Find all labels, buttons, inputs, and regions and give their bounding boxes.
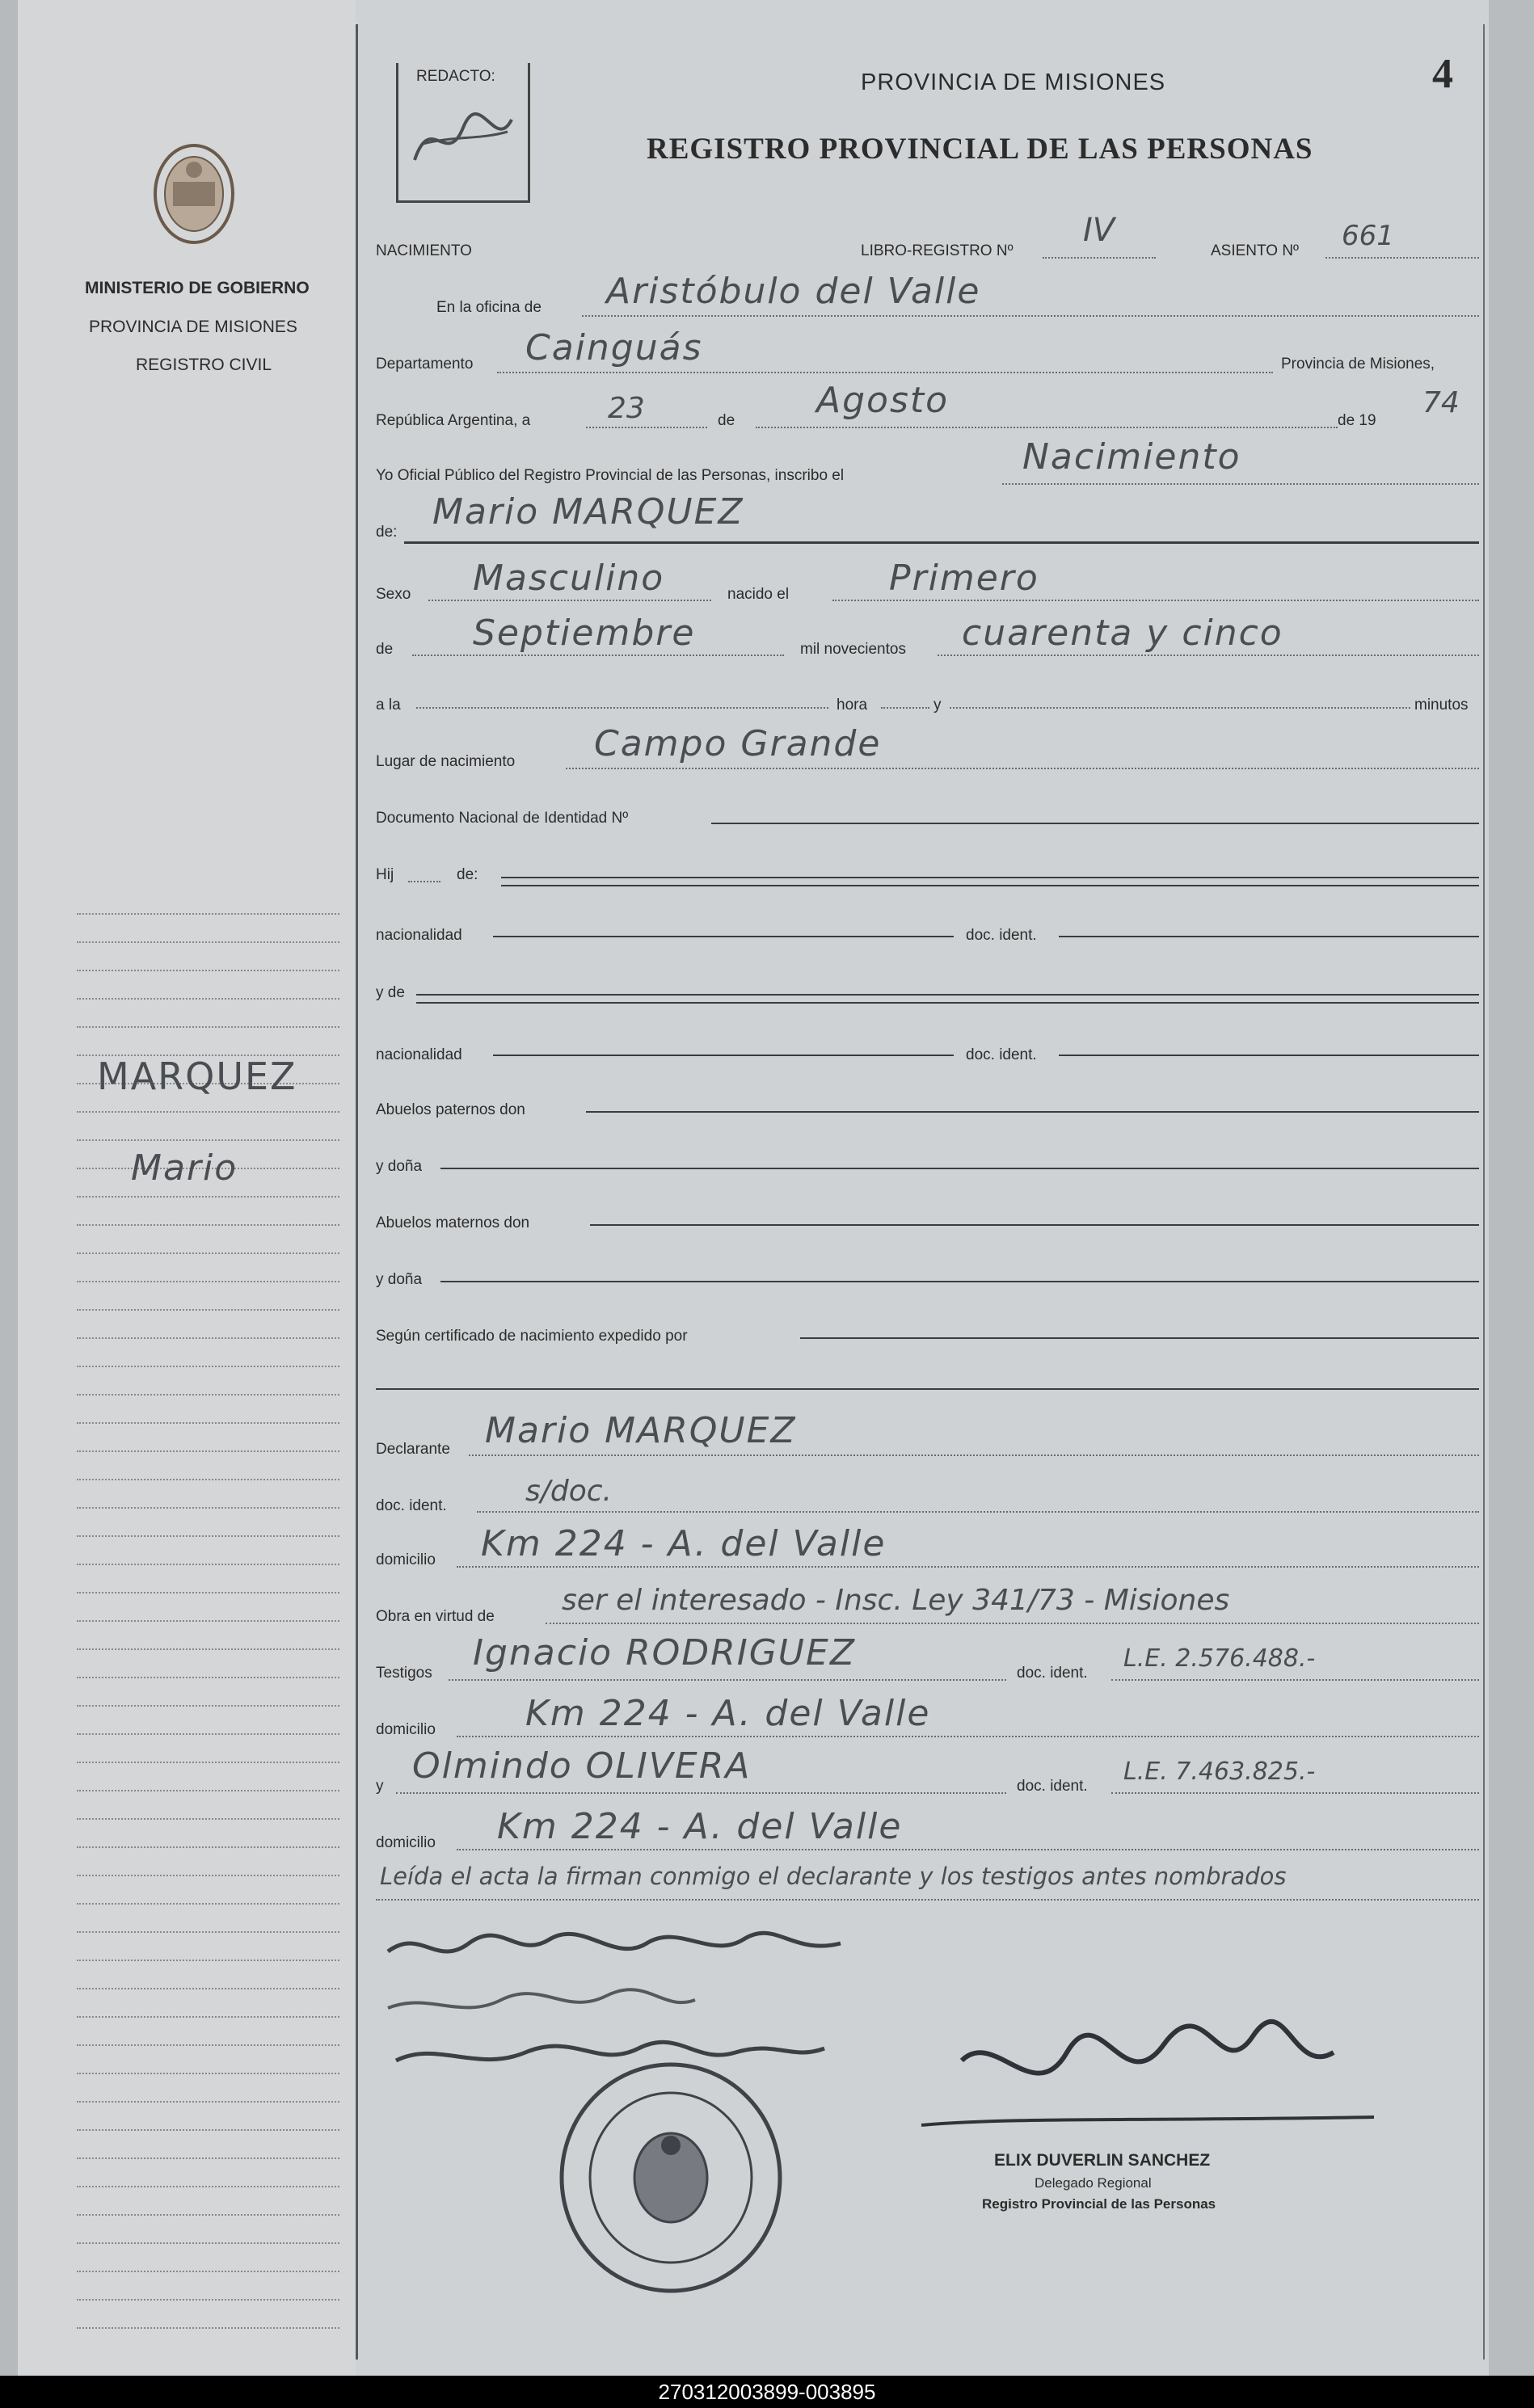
declarant-value: Mario MARQUEZ xyxy=(485,1410,797,1451)
witness1-fill xyxy=(449,1679,1006,1681)
child-de-label: de: xyxy=(457,866,478,883)
birthplace-value: Campo Grande xyxy=(594,723,882,764)
margin-dotted-line xyxy=(77,1535,339,1537)
margin-dotted-line xyxy=(77,2101,339,2103)
birthplace-label: Lugar de nacimiento xyxy=(376,753,516,770)
office-label: En la oficina de xyxy=(436,299,542,316)
dona-line xyxy=(440,1168,1479,1169)
hour-fill-2 xyxy=(881,707,929,709)
margin-dotted-line xyxy=(77,1366,339,1367)
year-value: 74 xyxy=(1422,386,1460,419)
margin-dotted-line xyxy=(77,1111,339,1113)
nationality2-label: nacionalidad xyxy=(376,1046,462,1063)
born-de-label: de xyxy=(376,641,394,658)
declarant-doc-fill xyxy=(477,1511,1479,1513)
witness1-value: Ignacio RODRIGUEZ xyxy=(473,1632,856,1673)
witness1-address-value: Km 224 - A. del Valle xyxy=(525,1693,931,1734)
day-value: 23 xyxy=(608,392,645,425)
margin-dotted-line xyxy=(77,970,339,971)
margin-dotted-line xyxy=(77,1960,339,1961)
witness2-doc-fill xyxy=(1111,1792,1479,1794)
month-fill xyxy=(756,427,1338,428)
margin-dotted-line xyxy=(77,1479,339,1480)
margin-dotted-line xyxy=(77,1733,339,1735)
hour-fill xyxy=(416,707,828,709)
witness2-doc-label: doc. ident. xyxy=(1017,1778,1088,1795)
closing-fill xyxy=(376,1899,1479,1901)
redacto-signature-icon xyxy=(407,95,520,176)
and-de-line-2 xyxy=(416,1002,1479,1004)
margin-dotted-line xyxy=(77,1564,339,1565)
margin-dotted-line xyxy=(77,998,339,1000)
record-type-label: NACIMIENTO xyxy=(376,242,472,259)
day-fill xyxy=(586,427,707,428)
nationality-label: nacionalidad xyxy=(376,927,462,944)
department-value: Cainguás xyxy=(525,327,703,368)
witness1-address-fill xyxy=(457,1736,1479,1737)
book-value: IV xyxy=(1083,212,1115,249)
margin-dotted-line xyxy=(77,1224,339,1226)
margin-dotted-line xyxy=(77,941,339,943)
thousand-label: mil novecientos xyxy=(800,641,906,658)
margin-dotted-line xyxy=(77,1507,339,1509)
margin-dotted-line xyxy=(77,1026,339,1028)
margin-dotted-line xyxy=(77,2327,339,2329)
and-dona-label: y doña xyxy=(376,1158,423,1175)
official-title: Delegado Regional xyxy=(1035,2175,1152,2191)
born-day-fill xyxy=(832,600,1479,601)
witness1-doc-fill xyxy=(1111,1679,1479,1681)
doc-ident-label: doc. ident. xyxy=(966,927,1037,944)
margin-dotted-line xyxy=(77,1592,339,1593)
certificate-line xyxy=(800,1337,1479,1339)
margin-dotted-line xyxy=(77,1196,339,1198)
document-id-footer: 270312003899-003895 xyxy=(0,2376,1534,2408)
header-title: REGISTRO PROVINCIAL DE LAS PERSONAS xyxy=(647,133,1313,166)
margin-dotted-line xyxy=(77,1422,339,1424)
office-fill xyxy=(582,315,1479,317)
basis-value: ser el interesado - Insc. Ley 341/73 - Misiones xyxy=(562,1584,1230,1617)
minutes-fill xyxy=(950,707,1410,709)
born-year-value: cuarenta y cinco xyxy=(962,613,1283,654)
and-dona2-label: y doña xyxy=(376,1271,423,1288)
born-month-fill xyxy=(412,655,784,656)
margin-dotted-line xyxy=(77,1620,339,1622)
province-label: Provincia de Misiones, xyxy=(1281,356,1435,373)
official-office: Registro Provincial de las Personas xyxy=(982,2196,1216,2212)
witness1-doc-value: L.E. 2.576.488.- xyxy=(1123,1644,1316,1673)
margin-dotted-line xyxy=(77,1818,339,1820)
witness2-address-value: Km 224 - A. del Valle xyxy=(497,1806,903,1847)
born-month-value: Septiembre xyxy=(473,613,696,654)
official-label: Yo Oficial Público del Registro Provincial de las Personas, inscribo el xyxy=(376,467,845,484)
hour-label: hora xyxy=(837,697,868,714)
page-edge xyxy=(1489,0,1534,2376)
column-divider xyxy=(356,24,358,2360)
child-line-1 xyxy=(501,877,1479,878)
declarant-doc-value: s/doc. xyxy=(525,1475,612,1508)
margin-dotted-line xyxy=(77,2044,339,2046)
address-value: Km 224 - A. del Valle xyxy=(481,1523,887,1564)
official-signature-icon xyxy=(913,2012,1382,2158)
born-year-fill xyxy=(938,655,1479,656)
maternal-label: Abuelos maternos don xyxy=(376,1215,530,1231)
sex-value: Masculino xyxy=(473,558,665,599)
right-border xyxy=(1483,24,1485,2360)
witness2-fill xyxy=(396,1792,1006,1794)
margin-dotted-line xyxy=(77,1705,339,1707)
margin-dotted-line xyxy=(77,2271,339,2272)
born-label: nacido el xyxy=(727,586,790,603)
margin-dotted-line xyxy=(77,2214,339,2216)
person-line xyxy=(404,541,1479,544)
margin-dotted-line xyxy=(77,1139,339,1141)
sidebar-surname: MARQUEZ xyxy=(97,1055,297,1098)
margin-dotted-line xyxy=(77,2016,339,2018)
dona2-line xyxy=(440,1281,1479,1282)
witnesses-label: Testigos xyxy=(376,1665,432,1682)
and-label: y xyxy=(933,697,942,714)
entry-label: ASIENTO Nº xyxy=(1211,242,1299,259)
dni-label: Documento Nacional de Identidad Nº xyxy=(376,810,629,827)
header-province: PROVINCIA DE MISIONES xyxy=(861,69,1166,95)
witness2-doc-value: L.E. 7.463.825.- xyxy=(1123,1758,1316,1786)
nationality2-line xyxy=(493,1055,954,1056)
nationality-line xyxy=(493,936,954,937)
declarant-doc-label: doc. ident. xyxy=(376,1497,447,1514)
maternal-line xyxy=(590,1224,1479,1226)
margin-dotted-line xyxy=(77,2242,339,2244)
child-line-2 xyxy=(501,885,1479,886)
department-label: Departamento xyxy=(376,356,474,373)
paternal-line xyxy=(586,1111,1479,1113)
margin-dotted-line xyxy=(77,2186,339,2187)
declarant-fill xyxy=(469,1454,1479,1456)
witness2-value: Olmindo OLIVERA xyxy=(412,1745,752,1787)
child-label: Hij xyxy=(376,866,394,883)
margin-dotted-line xyxy=(77,1281,339,1282)
official-name: ELIX DUVERLIN SANCHEZ xyxy=(994,2151,1211,2170)
sidebar-province-label: PROVINCIA DE MISIONES xyxy=(89,318,297,336)
witness1-address-label: domicilio xyxy=(376,1721,436,1738)
margin-dotted-line xyxy=(77,1450,339,1452)
minutes-label: minutos xyxy=(1414,697,1469,714)
margin-dotted-line xyxy=(77,2073,339,2074)
margin-dotted-line xyxy=(77,913,339,915)
margin-dotted-line xyxy=(77,2129,339,2131)
event-fill xyxy=(1002,483,1479,485)
margin-dotted-line xyxy=(77,1394,339,1396)
certificate-label: Según certificado de nacimiento expedido por xyxy=(376,1328,688,1345)
redacto-box xyxy=(396,63,530,203)
person-value: Mario MARQUEZ xyxy=(432,491,744,533)
margin-dotted-line xyxy=(77,1903,339,1905)
margin-dotted-line xyxy=(77,1762,339,1763)
book-fill xyxy=(1043,257,1156,259)
page-number: 4 xyxy=(1432,51,1453,97)
margin-dotted-line xyxy=(77,1790,339,1791)
margin-dotted-line xyxy=(77,1875,339,1876)
address-fill xyxy=(457,1566,1479,1568)
binding-gutter xyxy=(0,0,18,2376)
republic-label: República Argentina, a xyxy=(376,412,531,429)
margin-dotted-line xyxy=(77,1337,339,1339)
margin-dotted-line xyxy=(77,1309,339,1311)
sex-label: Sexo xyxy=(376,586,411,603)
registry-label: REGISTRO CIVIL xyxy=(136,356,272,374)
office-value: Aristóbulo del Valle xyxy=(606,271,981,312)
margin-dotted-line xyxy=(77,1988,339,1989)
margin-dotted-line xyxy=(77,1252,339,1254)
coat-of-arms-icon xyxy=(145,137,242,250)
book-label: LIBRO-REGISTRO Nº xyxy=(861,242,1014,259)
margin-dotted-line xyxy=(77,1931,339,1933)
born-day-value: Primero xyxy=(889,558,1039,599)
date-de-label: de xyxy=(718,412,735,429)
certificate-line-2 xyxy=(376,1388,1479,1390)
and-de-label: y de xyxy=(376,984,405,1001)
margin-dotted-line xyxy=(77,1846,339,1848)
doc-ident2-label: doc. ident. xyxy=(966,1046,1037,1063)
margin-dotted-line xyxy=(77,2299,339,2301)
sidebar-given-name: Mario xyxy=(131,1147,238,1189)
child-fill xyxy=(408,881,440,882)
month-value: Agosto xyxy=(816,380,950,421)
paternal-label: Abuelos paternos don xyxy=(376,1101,525,1118)
margin-dotted-line xyxy=(77,1648,339,1650)
and-de-line-1 xyxy=(416,994,1479,996)
and2-label: y xyxy=(376,1778,384,1795)
at-label: a la xyxy=(376,697,401,714)
declarant-label: Declarante xyxy=(376,1441,450,1458)
person-de-label: de: xyxy=(376,524,398,541)
sex-fill xyxy=(428,600,711,601)
birthplace-fill xyxy=(566,768,1479,769)
year-label: de 19 xyxy=(1338,412,1376,429)
basis-label: Obra en virtud de xyxy=(376,1608,495,1625)
witness2-address-label: domicilio xyxy=(376,1834,436,1851)
doc-ident-line xyxy=(1059,936,1479,937)
dni-line xyxy=(711,823,1479,824)
witness1-doc-label: doc. ident. xyxy=(1017,1665,1088,1682)
closing-note: Leída el acta la firman conmigo el declarante y los testigos antes nombrados xyxy=(380,1863,1287,1890)
entry-value: 661 xyxy=(1342,220,1394,252)
margin-dotted-line xyxy=(77,1677,339,1678)
entry-fill xyxy=(1325,257,1479,259)
basis-fill xyxy=(546,1623,1479,1624)
official-seal-icon xyxy=(554,2056,788,2299)
witness2-address-fill xyxy=(457,1849,1479,1850)
address-label: domicilio xyxy=(376,1551,436,1568)
redacto-label: REDACTO: xyxy=(416,68,495,85)
department-fill xyxy=(497,372,1273,373)
event-value: Nacimiento xyxy=(1022,436,1241,478)
ministry-label: MINISTERIO DE GOBIERNO xyxy=(85,279,310,297)
doc-ident2-line xyxy=(1059,1055,1479,1056)
margin-dotted-line xyxy=(77,2158,339,2159)
